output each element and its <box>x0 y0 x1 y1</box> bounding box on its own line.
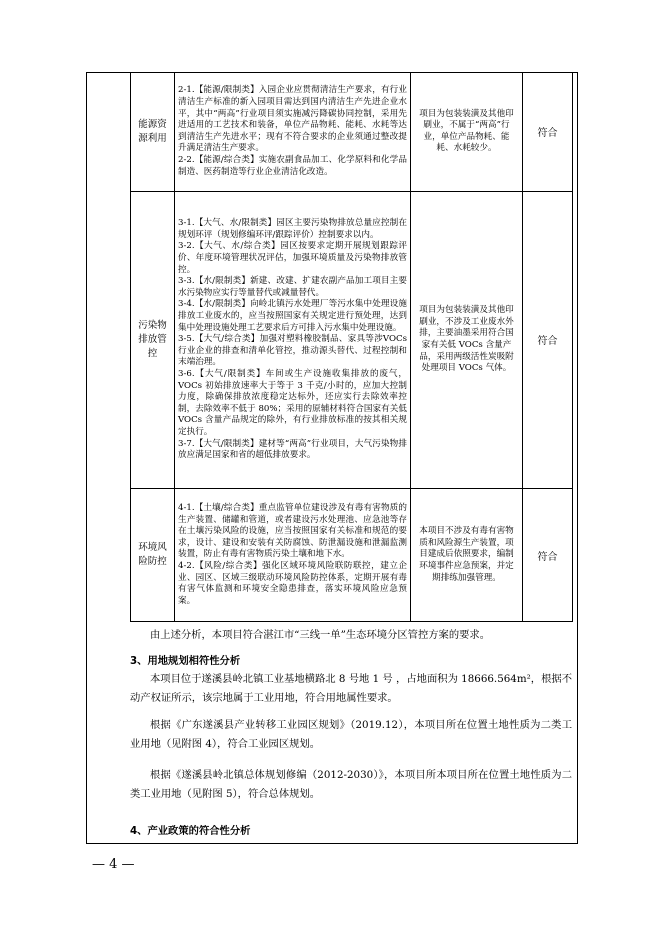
row-result: 符合 <box>523 73 573 192</box>
zoning-compliance-table <box>130 72 573 622</box>
conclusion-text: 由上述分析，本项目符合湛江市“三线一单”生态环境分区管控方案的要求。 <box>150 629 491 641</box>
table-row <box>131 489 573 622</box>
requirement-item: 2-2.【能源/综合类】实施农副食品加工、化学原料和化学品制造、医药制造等行业企业清洁化改造。 <box>178 155 407 177</box>
row-analysis: 项目为包装装潢及其他印刷业，不涉及工业废水外排，主要油墨采用符合国家有关低 VOCs 含量产品，采用两级活性炭吸附处理项目 VOCs 气体。 <box>411 191 523 489</box>
section-3-paragraph-1: 本项目位于遂溪县岭北镇工业基地横路北 8 号地 1 号 ，占地面积为 18666.564m²，根据不动产权证所示，该宗地属于工业用地，符合用地属性要求。 <box>130 673 572 704</box>
row-requirements <box>175 191 411 489</box>
row-analysis: 项目为包装装潢及其他印刷业，不属于“两高”行业，单位产品物耗、能耗、水耗较少。 <box>411 73 523 192</box>
requirement-item: 3-6.【大气/限制类】车间或生产设施收集排放的废气，VOCs 初始排放速率大于等于 3 千克/小时的，应加大控制力度，除确保排放浓度稳定达标外，还应实行去除效率控制，去除效率不低于 80%；采用的原辅材料符合国家有关低 VOCs 含量产品规定的除外，有行业排放标准的按其相关规定执行。 <box>178 368 407 437</box>
section-3-paragraph-3: 根据《遂溪县岭北镇总体规划修编（2012-2030）》，本项目所本项目所在位置土地性质为二类工业用地（见附图 5），符合总体规划。 <box>130 769 572 800</box>
requirement-item: 3-7.【大气/限制类】建材等“两高”行业项目，大气污染物排放应满足国家和省的超低排放要求。 <box>178 438 407 461</box>
requirement-item: 3-3.【水/限制类】新建、改建、扩建农副产品加工项目主要水污染物应实行等量替代或减量替代。 <box>178 276 407 298</box>
row-analysis: 本项目不涉及有毒有害物质和风险源生产装置，项目建成后依照要求，编制环境事件应急预案，并定期排练加强管理。 <box>411 489 523 622</box>
page-number: — 4 — <box>92 857 135 872</box>
requirement-item: 3-5.【大气/综合类】加强对塑料橡胶制品、家具等涉VOCs 行业企业的排查和清单化管控，推动源头替代、过程控制和末端治理。 <box>178 334 407 368</box>
section-4-heading: 4、产业政策的符合性分析 <box>130 825 251 837</box>
requirement-item: 4-2.【风险/综合类】强化区域环境风险联防联控，建立企业、园区、区域三级联动环境风险防控体系，定期开展有毒有害气体监测和环境安全隐患排查，落实环境风险应急预案。 <box>178 560 407 606</box>
requirement-item: 3-4.【水/限制类】向岭北镇污水处理厂等污水集中处理设施排放工业废水的，应当按照国家有关规定进行预处理，达到集中处理设施处理工艺要求后方可排入污水集中处理设施。 <box>178 299 407 333</box>
requirement-item: 2-1.【能源/限制类】入园企业应贯彻清洁生产要求，有行业清洁生产标准的新入园项目需达到国内清洁生产先进企业水平，其中“两高”行业项目须实施减污降碳协同控制，采用先进适用的工艺技术和装备，单位产品物耗、能耗、水耗等达到清洁生产先进水平；现有不符合要求的企业须通过整改提升满足清洁生产要求。 <box>178 85 407 154</box>
requirement-item: 3-2.【大气、水/综合类】园区按要求定期开展规划跟踪评价、年度环境管理状况评估，加强环境质量及污染物排放管控。 <box>178 241 407 275</box>
table-row <box>131 73 573 192</box>
row-result: 符合 <box>523 489 573 622</box>
section-3-paragraph-2: 根据《广东遂溪县产业转移工业园区规划》（2019.12），本项目所在位置土地性质为二类工业用地（见附图 4），符合工业园区规划。 <box>130 719 572 750</box>
requirement-item: 4-1.【土壤/综合类】重点监管单位建设涉及有毒有害物质的生产装置、储罐和管道，或者建设污水处理池、应急池等存在土壤污染风险的设施，应当按照国家有关标准和规范的要求，设计、建设和安装有关防腐蚀、防泄漏设施和泄漏监测装置，防止有毒有害物质污染土壤和地下水。 <box>178 502 407 560</box>
row-category: 环境风险防控 <box>131 489 175 622</box>
row-requirements <box>175 73 411 192</box>
row-requirements <box>175 489 411 622</box>
row-result: 符合 <box>523 191 573 489</box>
row-category: 能源资源利用 <box>131 73 175 192</box>
row-category: 污染物排放管控 <box>131 191 175 489</box>
requirement-item: 3-1.【大气、水/限制类】园区主要污染物排放总量应控制在规划环评（规划修编环评/跟踪评价）控制要求以内。 <box>178 218 407 240</box>
table-row <box>131 191 573 489</box>
section-3-heading: 3、用地规划相符性分析 <box>130 655 241 667</box>
